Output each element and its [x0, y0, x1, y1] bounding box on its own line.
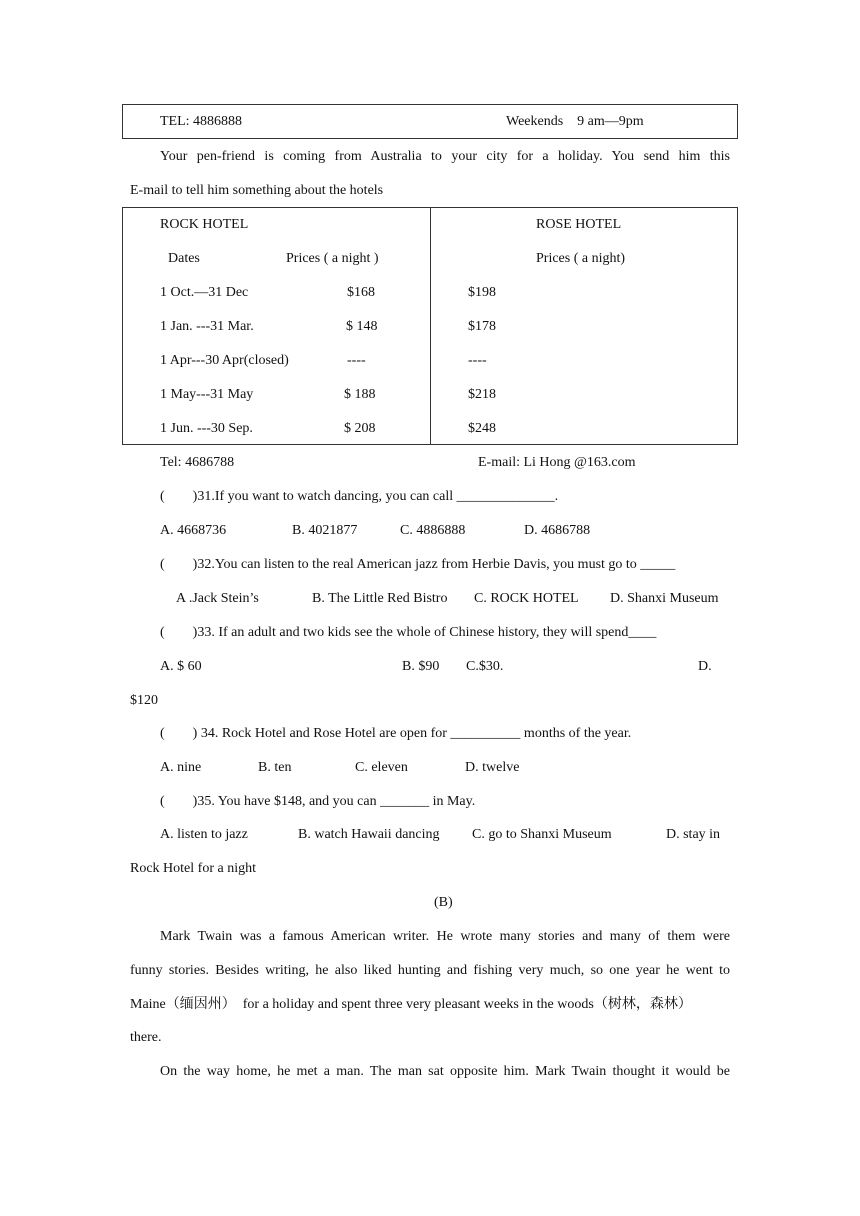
top-tel: TEL: 4886888: [160, 114, 243, 129]
q33-option-d-value: $120: [130, 693, 158, 708]
row-1-rose-price: $198: [468, 285, 496, 300]
paragraph-1-line-3: Maine（缅因州） for a holiday and spent three very pleasant weeks in the woods（树林，森林）: [130, 997, 692, 1012]
intro-line-1: Your pen-friend is coming from Australia to your city for a holiday. You send him this: [160, 149, 730, 164]
q35-option-d-continued: Rock Hotel for a night: [130, 861, 256, 876]
q35-option-d: D. stay in: [666, 827, 721, 842]
q35-option-a: A. listen to jazz: [160, 827, 248, 842]
q32-option-c: C. ROCK HOTEL: [474, 591, 579, 606]
dates-header: Dates: [168, 251, 200, 266]
row-5-dates: 1 Jun. ---30 Sep.: [160, 421, 253, 436]
contact-email: E-mail: Li Hong @163.com: [478, 455, 636, 470]
hotel-table-divider: [430, 207, 431, 445]
question-34: ( ) 34. Rock Hotel and Rose Hotel are open for __________ months of the year.: [160, 726, 632, 741]
q34-option-c: C. eleven: [355, 760, 408, 775]
question-31: ( )31.If you want to watch dancing, you can call ______________.: [160, 489, 559, 504]
row-2-dates: 1 Jan. ---31 Mar.: [160, 319, 254, 334]
row-5-rock-price: $ 208: [344, 421, 376, 436]
row-2-rock-price: $ 148: [346, 319, 378, 334]
contact-tel: Tel: 4686788: [160, 455, 235, 470]
question-33: ( )33. If an adult and two kids see the whole of Chinese history, they will spend____: [160, 625, 657, 640]
q32-option-a: A .Jack Stein’s: [176, 591, 259, 606]
q33-option-c: C.$30.: [466, 659, 504, 674]
q33-option-a: A. $ 60: [160, 659, 202, 674]
q34-option-b: B. ten: [258, 760, 292, 775]
row-2-rose-price: $178: [468, 319, 496, 334]
row-3-dates: 1 Apr---30 Apr(closed): [160, 353, 289, 368]
q33-option-b: B. $90: [402, 659, 440, 674]
row-3-rock-price: ----: [347, 353, 366, 368]
q31-option-b: B. 4021877: [292, 523, 358, 538]
row-4-rose-price: $218: [468, 387, 496, 402]
q31-option-a: A. 4668736: [160, 523, 227, 538]
q32-option-d: D. Shanxi Museum: [610, 591, 719, 606]
section-b-heading: (B): [434, 895, 453, 910]
q31-option-c: C. 4886888: [400, 523, 466, 538]
q34-option-a: A. nine: [160, 760, 202, 775]
rose-hotel-title: ROSE HOTEL: [536, 217, 622, 232]
row-5-rose-price: $248: [468, 421, 496, 436]
intro-line-2: E-mail to tell him something about the hotels: [130, 183, 384, 198]
paragraph-1-line-1: Mark Twain was a famous American writer. He wrote many stories and many of them were: [160, 929, 730, 944]
paragraph-1-line-2: funny stories. Besides writing, he also liked hunting and fishing very much, so one year he went to: [130, 963, 730, 978]
rose-price-header: Prices ( a night): [536, 251, 626, 266]
row-4-dates: 1 May---31 May: [160, 387, 254, 402]
q33-option-d: D.: [698, 659, 712, 674]
q34-option-d: D. twelve: [465, 760, 520, 775]
row-1-dates: 1 Oct.—31 Dec: [160, 285, 249, 300]
row-4-rock-price: $ 188: [344, 387, 376, 402]
row-3-rose-price: ----: [468, 353, 487, 368]
rock-hotel-title: ROCK HOTEL: [160, 217, 249, 232]
row-1-rock-price: $168: [347, 285, 375, 300]
paragraph-2-line-1: On the way home, he met a man. The man sat opposite him. Mark Twain thought it would be: [160, 1064, 730, 1079]
rock-price-header: Prices ( a night ): [286, 251, 379, 266]
q35-option-c: C. go to Shanxi Museum: [472, 827, 612, 842]
question-32: ( )32.You can listen to the real American jazz from Herbie Davis, you must go to _____: [160, 557, 676, 572]
top-hours: Weekends 9 am—9pm: [506, 114, 644, 129]
q35-option-b: B. watch Hawaii dancing: [298, 827, 440, 842]
q32-option-b: B. The Little Red Bistro: [312, 591, 448, 606]
paragraph-1-line-4: there.: [130, 1030, 162, 1045]
question-35: ( )35. You have $148, and you can _______ in May.: [160, 794, 476, 809]
q31-option-d: D. 4686788: [524, 523, 591, 538]
